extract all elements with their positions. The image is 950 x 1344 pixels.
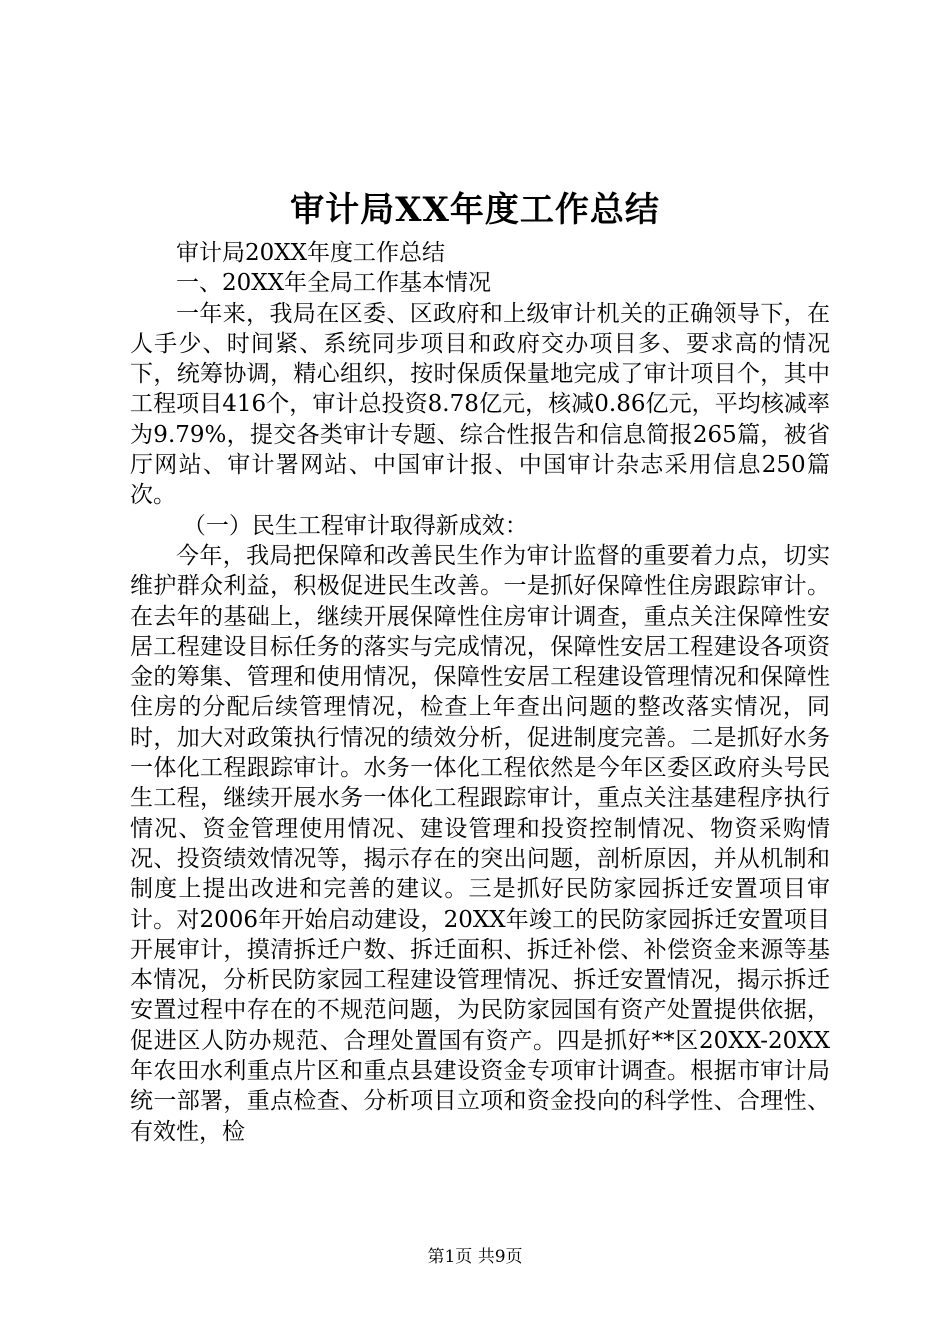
document-body: [130, 238, 830, 1147]
doc-subtitle: 审计局20XX年度工作总结: [176, 240, 446, 266]
section-heading: 一、20XX年全局工作基本情况: [176, 270, 492, 297]
paragraph-livelihood: 今年，我局把保障和改善民生作为审计监督的重要着力点，切实维护群众利益，积极促进民生改善。一是抓好保障性住房跟踪审计。在去年的基础上，继续开展保障性住房审计调查，重点关注保障性安居工程建设目标任务的落实与完成情况，保障性安居工程建设各项资金的筹集、管理和使用情况，保障性安居工程建设管理情况和保障性住房的分配后续管理情况，检查上年查出问题的整改落实情况，同时，加大对政策执行情况的绩效分析，促进制度完善。二是抓好水务一体化工程跟踪审计。水务一体化工程依然是今年区委区政府头号民生工程，继续开展水务一体化工程跟踪审计，重点关注基建程序执行情况、资金管理使用情况、建设管理和投资控制情况、物资采购情况、投资绩效情况等，揭示存在的突出问题，剖析原因，并从机制和制度上提出改进和完善的建议。三是抓好民防家园拆迁安置项目审计。对2006年开始启动建设，20XX年竣工的民防家园拆迁安置项目开展审计，摸清拆迁户数、拆迁面积、拆迁补偿、补偿资金来源等基本情况，分析民防家园工程建设管理情况、拆迁安置情况，揭示拆迁安置过程中存在的不规范问题，为民防家园国有资产处置提供依据，促进区人防办规范、合理处置国有资产。四是抓好**区20XX-20XX年农田水利重点片区和重点县建设资金专项审计调查。根据市审计局统一部署，重点检查、分析项目立项和资金投向的科学性、合理性、有效性，检: [130, 542, 830, 1145]
document-title: 审计局XX年度工作总结: [290, 190, 660, 230]
page-footer: 第1页 共9页: [427, 1247, 523, 1267]
subsection-heading: （一）民生工程审计取得新成效：: [182, 512, 528, 539]
paragraph-overview: 一年来，我局在区委、区政府和上级审计机关的正确领导下，在人手少、时间紧、系统同步项目和政府交办项目多、要求高的情况下，统筹协调，精心组织，按时保质保量地完成了审计项目个，其中工程项目416个，审计总投资8.78亿元，核减0.86亿元，平均核减率为9.79%，提交各类审计专题、综合性报告和信息简报265篇，被省厅网站、审计署网站、中国审计报、中国审计杂志采用信息250篇次。: [130, 300, 830, 509]
